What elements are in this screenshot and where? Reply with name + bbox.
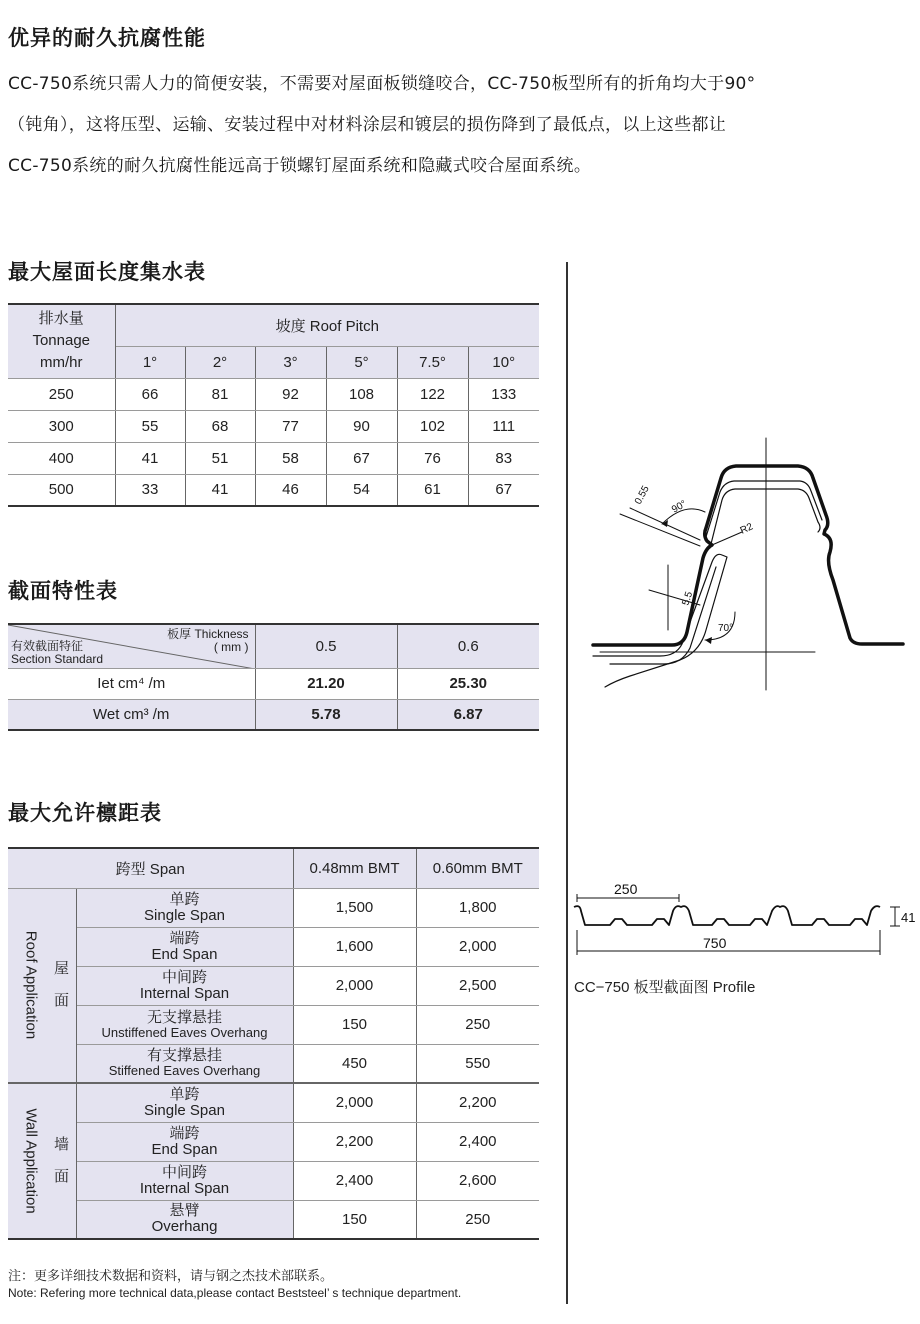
roof-application-en: Roof Application — [22, 931, 40, 1040]
table-cell: 2,200 — [416, 1083, 539, 1122]
table-cell: 92 — [255, 378, 326, 410]
thickness-cell: 0.5 — [255, 624, 397, 668]
table-row — [8, 699, 539, 730]
table-cell: 83 — [468, 442, 539, 474]
table-cell: 250 — [416, 1005, 539, 1044]
table-cell: 67 — [326, 442, 397, 474]
span-type-cell — [76, 966, 293, 1005]
span-type-en: Internal Span — [139, 1179, 230, 1197]
dim-height-label: 41 — [901, 910, 915, 925]
tonnage-header-en: Tonnage — [32, 332, 91, 350]
bmt-header: 0.60mm BMT — [416, 848, 539, 888]
table-cell: 2,200 — [293, 1122, 416, 1161]
table-cell: 21.20 — [255, 668, 397, 699]
span-type-cn: 中间跨 — [161, 1163, 207, 1181]
table-cell: 133 — [468, 378, 539, 410]
span-type-cell — [76, 1044, 293, 1083]
table-row — [8, 966, 539, 1005]
table-cell: 51 — [185, 442, 255, 474]
table-row — [8, 927, 539, 966]
table-cell: 2,000 — [293, 1083, 416, 1122]
section-standard-cn: 有效截面特征 — [11, 638, 84, 653]
table-cell: 2,600 — [416, 1161, 539, 1200]
table-cell: 67 — [495, 481, 513, 499]
span-table — [8, 847, 539, 1240]
tonnage-header-cell — [8, 304, 115, 378]
thickness-label — [167, 628, 248, 654]
span-type-cn: 端跨 — [169, 1124, 200, 1142]
pitch-cell: 5° — [326, 346, 397, 378]
table-cell: 25.30 — [397, 668, 539, 699]
durability-line: CC-750系统的耐久抗腐性能远高于锁螺钉屋面系统和隐藏式咬合屋面系统。 — [8, 156, 592, 176]
span-type-cell — [76, 1083, 293, 1122]
section-corner-cell — [8, 624, 255, 668]
table-cell: 66 — [115, 378, 185, 410]
span-type-cn: 单跨 — [169, 890, 200, 908]
table-cell: 61 — [397, 474, 468, 506]
table-cell: 90 — [326, 410, 397, 442]
rib-detail-drawing — [580, 430, 910, 695]
pitch-cell: 2° — [185, 346, 255, 378]
table-cell: 77 — [255, 410, 326, 442]
column-divider — [566, 262, 568, 1304]
radius-label: R2 — [738, 521, 755, 537]
span-header: 跨型 Span — [8, 848, 293, 888]
table-cell: 450 — [293, 1044, 416, 1083]
pitch-cell: 1° — [115, 346, 185, 378]
wall-application-cn — [54, 1129, 69, 1193]
table-row — [8, 1083, 539, 1122]
drain-header-row — [8, 304, 539, 346]
table-row — [8, 474, 539, 506]
row-label: Iet cm⁴ /m — [8, 668, 255, 699]
span-header-row — [8, 848, 539, 888]
wall-cn-char: 面 — [54, 1168, 70, 1185]
wall-application-cell — [8, 1083, 76, 1239]
table-cell: 102 — [397, 410, 468, 442]
span-type-cn: 有支撑悬挂 — [146, 1047, 222, 1065]
table-cell: 81 — [185, 378, 255, 410]
arrow-head — [705, 637, 712, 644]
table-cell: 55 — [115, 410, 185, 442]
section-header-row — [8, 624, 539, 668]
table-cell: 108 — [326, 378, 397, 410]
span-type-en: Overhang — [151, 1218, 218, 1236]
tonnage-cell: 300 — [8, 410, 115, 442]
profile-caption: CC−750 板型截面图 Profile — [574, 979, 756, 996]
roof-application-cn — [54, 953, 69, 1017]
table-row — [8, 378, 539, 410]
tonnage-cell: 250 — [8, 378, 115, 410]
roof-cn-char: 面 — [54, 992, 70, 1010]
span-type-en: Single Span — [144, 906, 225, 924]
inner-sheet — [705, 481, 822, 540]
section-table — [8, 623, 539, 731]
section-standard-label — [11, 640, 103, 666]
span-type-cell — [76, 1200, 293, 1239]
dim-leader — [620, 514, 700, 546]
dim-thickness-label: 0.55 — [632, 484, 652, 507]
table-row — [8, 410, 539, 442]
table-cell: 41 — [115, 442, 185, 474]
thickness-cell: 0.6 — [397, 624, 539, 668]
wall-application-en: Wall Application — [22, 1108, 40, 1214]
table-row — [8, 1161, 539, 1200]
table-cell: 5.78 — [255, 699, 397, 730]
table-cell: 250 — [465, 1210, 491, 1228]
span-type-cell — [76, 1122, 293, 1161]
note-cn: 注：更多详细技术数据和资料，请与钢之杰技术部联系。 — [8, 1268, 334, 1283]
note-en: Note: Refering more technical data,please contact Beststeel’ s technique department. — [8, 1286, 462, 1300]
table-cell: 111 — [468, 410, 539, 442]
table-row — [8, 1200, 539, 1239]
table-cell: 46 — [255, 474, 326, 506]
table-cell: 1,800 — [416, 888, 539, 927]
pitch-cell: 10° — [468, 346, 539, 378]
table-cell: 550 — [416, 1044, 539, 1083]
tonnage-cell: 400 — [8, 442, 115, 474]
table-cell: 2,400 — [416, 1122, 539, 1161]
table-row — [8, 1122, 539, 1161]
section-props-title: 截面特性表 — [8, 579, 118, 603]
table-cell: 41 — [185, 474, 255, 506]
span-type-cn: 悬臂 — [169, 1202, 200, 1220]
table-cell: 68 — [185, 410, 255, 442]
dim-pitch-label: 250 — [614, 881, 638, 897]
lower-sheet — [593, 554, 727, 687]
span-type-cn: 单跨 — [169, 1085, 200, 1103]
span-type-cell — [76, 927, 293, 966]
bmt-header: 0.48mm BMT — [293, 848, 416, 888]
profile-shape — [574, 906, 880, 925]
dim-cover-label: 750 — [703, 935, 727, 951]
table-cell: 2,400 — [293, 1161, 416, 1200]
dim-web-label: 5.5 — [680, 590, 696, 607]
table-cell: 2,500 — [416, 966, 539, 1005]
durability-line: （钝角），这将压型、运输、安装过程中对材料涂层和镀层的损伤降到了最低点，以上这些都让 — [8, 115, 727, 135]
table-cell: 54 — [326, 474, 397, 506]
table-cell: 1,500 — [293, 888, 416, 927]
radius-leader — [712, 532, 742, 545]
drain-table — [8, 303, 539, 507]
lower-sheet — [610, 567, 716, 664]
table-row — [8, 442, 539, 474]
span-type-en: End Span — [151, 945, 218, 963]
table-cell: 150 — [293, 1200, 416, 1239]
span-type-cn: 中间跨 — [161, 968, 207, 986]
thickness-label-text: 板厚 Thickness — [167, 627, 249, 641]
durability-title: 优异的耐久抗腐性能 — [8, 26, 206, 50]
span-type-en: Stiffened Eaves Overhang — [108, 1063, 261, 1079]
span-type-cell — [76, 888, 293, 927]
span-type-cn: 无支撑悬挂 — [146, 1008, 222, 1026]
table-cell: 2,000 — [416, 927, 539, 966]
angle-arc — [662, 509, 705, 524]
table-row — [8, 1005, 539, 1044]
section-standard-en: Section Standard — [11, 651, 104, 666]
pitch-cell: 3° — [255, 346, 326, 378]
table-cell: 2,000 — [293, 966, 416, 1005]
span-type-cell — [76, 1161, 293, 1200]
wall-cn-char: 墙 — [54, 1136, 70, 1153]
row-label: Wet cm³ /m — [8, 699, 255, 730]
span-type-en: Single Span — [144, 1101, 225, 1119]
table-row — [8, 668, 539, 699]
angle-bottom-label: 70° — [718, 623, 734, 634]
span-type-en: Unstiffened Eaves Overhang — [101, 1024, 268, 1040]
table-cell: 150 — [293, 1005, 416, 1044]
span-type-en: End Span — [151, 1140, 218, 1158]
roof-length-title: 最大屋面长度集水表 — [8, 260, 206, 284]
span-type-en: Internal Span — [139, 984, 230, 1002]
table-row — [8, 888, 539, 927]
roof-cn-char: 屋 — [54, 960, 70, 978]
span-type-cn: 端跨 — [169, 929, 200, 947]
thickness-unit: ( mm ) — [213, 640, 249, 654]
angle-top-label: 90° — [670, 498, 689, 516]
tonnage-header-unit: mm/hr — [40, 354, 83, 372]
pitch-header: 坡度 Roof Pitch — [115, 304, 539, 346]
table-cell: 122 — [397, 378, 468, 410]
table-cell: 33 — [115, 474, 185, 506]
tonnage-cell: 500 — [8, 474, 115, 506]
durability-paragraph — [8, 64, 908, 187]
durability-line: CC-750系统只需人力的简便安装，不需要对屋面板锁缝咬合，CC-750板型所有的折角均大于90° — [8, 74, 756, 94]
table-row — [8, 1044, 539, 1083]
table-cell: 76 — [397, 442, 468, 474]
table-cell: 58 — [255, 442, 326, 474]
pitch-cell: 7.5° — [397, 346, 468, 378]
span-type-cell — [76, 1005, 293, 1044]
table-cell: 6.87 — [453, 705, 483, 723]
table-cell: 1,600 — [293, 927, 416, 966]
roof-application-cell — [8, 888, 76, 1083]
purlin-title: 最大允许檩距表 — [8, 801, 162, 825]
profile-drawing — [570, 875, 915, 960]
tonnage-header-cn: 排水量 — [38, 310, 84, 328]
